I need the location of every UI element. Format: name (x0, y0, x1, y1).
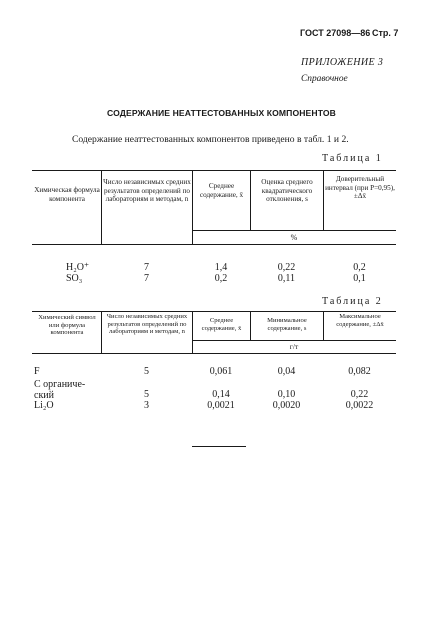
table2-row1-max: 0,082 (348, 366, 371, 377)
table1-header-mean: Среднее содержание, x̄ (199, 182, 244, 199)
table1-row1-n: 7 (144, 262, 149, 273)
table1-header-count: Число независимых средних результатов определений по лабораториям и методам, n (103, 178, 191, 203)
table1-label: Таблица 1 (322, 153, 383, 164)
table1-row2-sd: 0,11 (277, 273, 296, 284)
table1-row2-n: 7 (144, 273, 149, 284)
table2-label: Таблица 2 (322, 296, 383, 307)
page-number: Стр. 7 (372, 28, 399, 38)
table1-top-rule (32, 170, 396, 171)
table2-header-count: Число независимых средних результатов определений по лабораториям и методам, n (106, 313, 188, 336)
table2-row3-n: 3 (144, 400, 149, 411)
table1-row2-mean: 0,2 (214, 273, 228, 284)
table1-header-rule (32, 244, 396, 245)
page-title: СОДЕРЖАНИЕ НЕАТТЕСТОВАННЫХ КОМПОНЕНТОВ (107, 108, 336, 118)
table1-col-divider (323, 170, 324, 230)
table2-header-component: Химический символ или формула компонента (38, 314, 96, 337)
table2-row3-min: 0,0020 (272, 400, 301, 411)
end-rule (192, 446, 246, 447)
table1-header-interval: Доверительный интервал (при P=0,95), ±Δx̄ (325, 175, 395, 200)
table2-header-rule (32, 353, 396, 354)
table2-row3-max: 0,0022 (345, 400, 374, 411)
table2-row1-mean: 0,061 (209, 366, 233, 377)
table2-row2-max: 0,22 (350, 389, 369, 400)
table1-row1-interval: 0,2 (353, 262, 366, 273)
table2-col-divider (250, 311, 251, 340)
table2-unit: г/т (289, 342, 299, 351)
appendix-label: ПРИЛОЖЕНИЕ 3 (301, 57, 384, 68)
table2-top-rule (32, 311, 396, 312)
table1-row2-component: SO₃ (66, 273, 83, 284)
table2-row2-component: C органиче-ский (34, 379, 86, 401)
table2-row1-n: 5 (144, 366, 149, 377)
table2-header-mean: Среднее содержание, x̄ (201, 317, 242, 332)
document-number: ГОСТ 27098—86 (300, 28, 371, 38)
table2-row2-n: 5 (144, 389, 149, 400)
table2-col-divider (323, 311, 324, 340)
table2-unit-rule (192, 340, 396, 341)
table2-row1-min: 0,04 (277, 366, 296, 377)
table2-row1-component: F (34, 366, 40, 377)
table1-col-divider (250, 170, 251, 230)
table1-row2-interval: 0,1 (353, 273, 366, 284)
table2-row2-mean: 0,14 (212, 389, 230, 400)
table1-unit-rule (192, 230, 396, 231)
table1-row1-sd: 0,22 (277, 262, 296, 273)
table2-row3-component: Li₂O (34, 400, 54, 411)
table1-header-component: Химическая формула компонента (34, 186, 100, 203)
table2-header-min: Минимальное содержание, s (267, 317, 307, 332)
table1-row1-mean: 1,4 (214, 262, 228, 273)
table1-unit: % (290, 233, 298, 242)
appendix-type: Справочное (301, 74, 348, 84)
table2-col-divider (101, 311, 102, 353)
table1-header-sd: Оценка среднего квадратического отклонения, s (261, 178, 313, 203)
table1-col-divider (101, 170, 102, 244)
table2-header-max: Максимальное содержание, ±Δx̄ (336, 313, 384, 328)
table1-row1-component: H₂O⁺ (66, 262, 90, 273)
table2-row3-mean: 0,0021 (207, 400, 235, 411)
table2-row2-min: 0,10 (277, 389, 296, 400)
intro-text: Содержание неаттестованных компонентов приведено в табл. 1 и 2. (72, 134, 349, 145)
